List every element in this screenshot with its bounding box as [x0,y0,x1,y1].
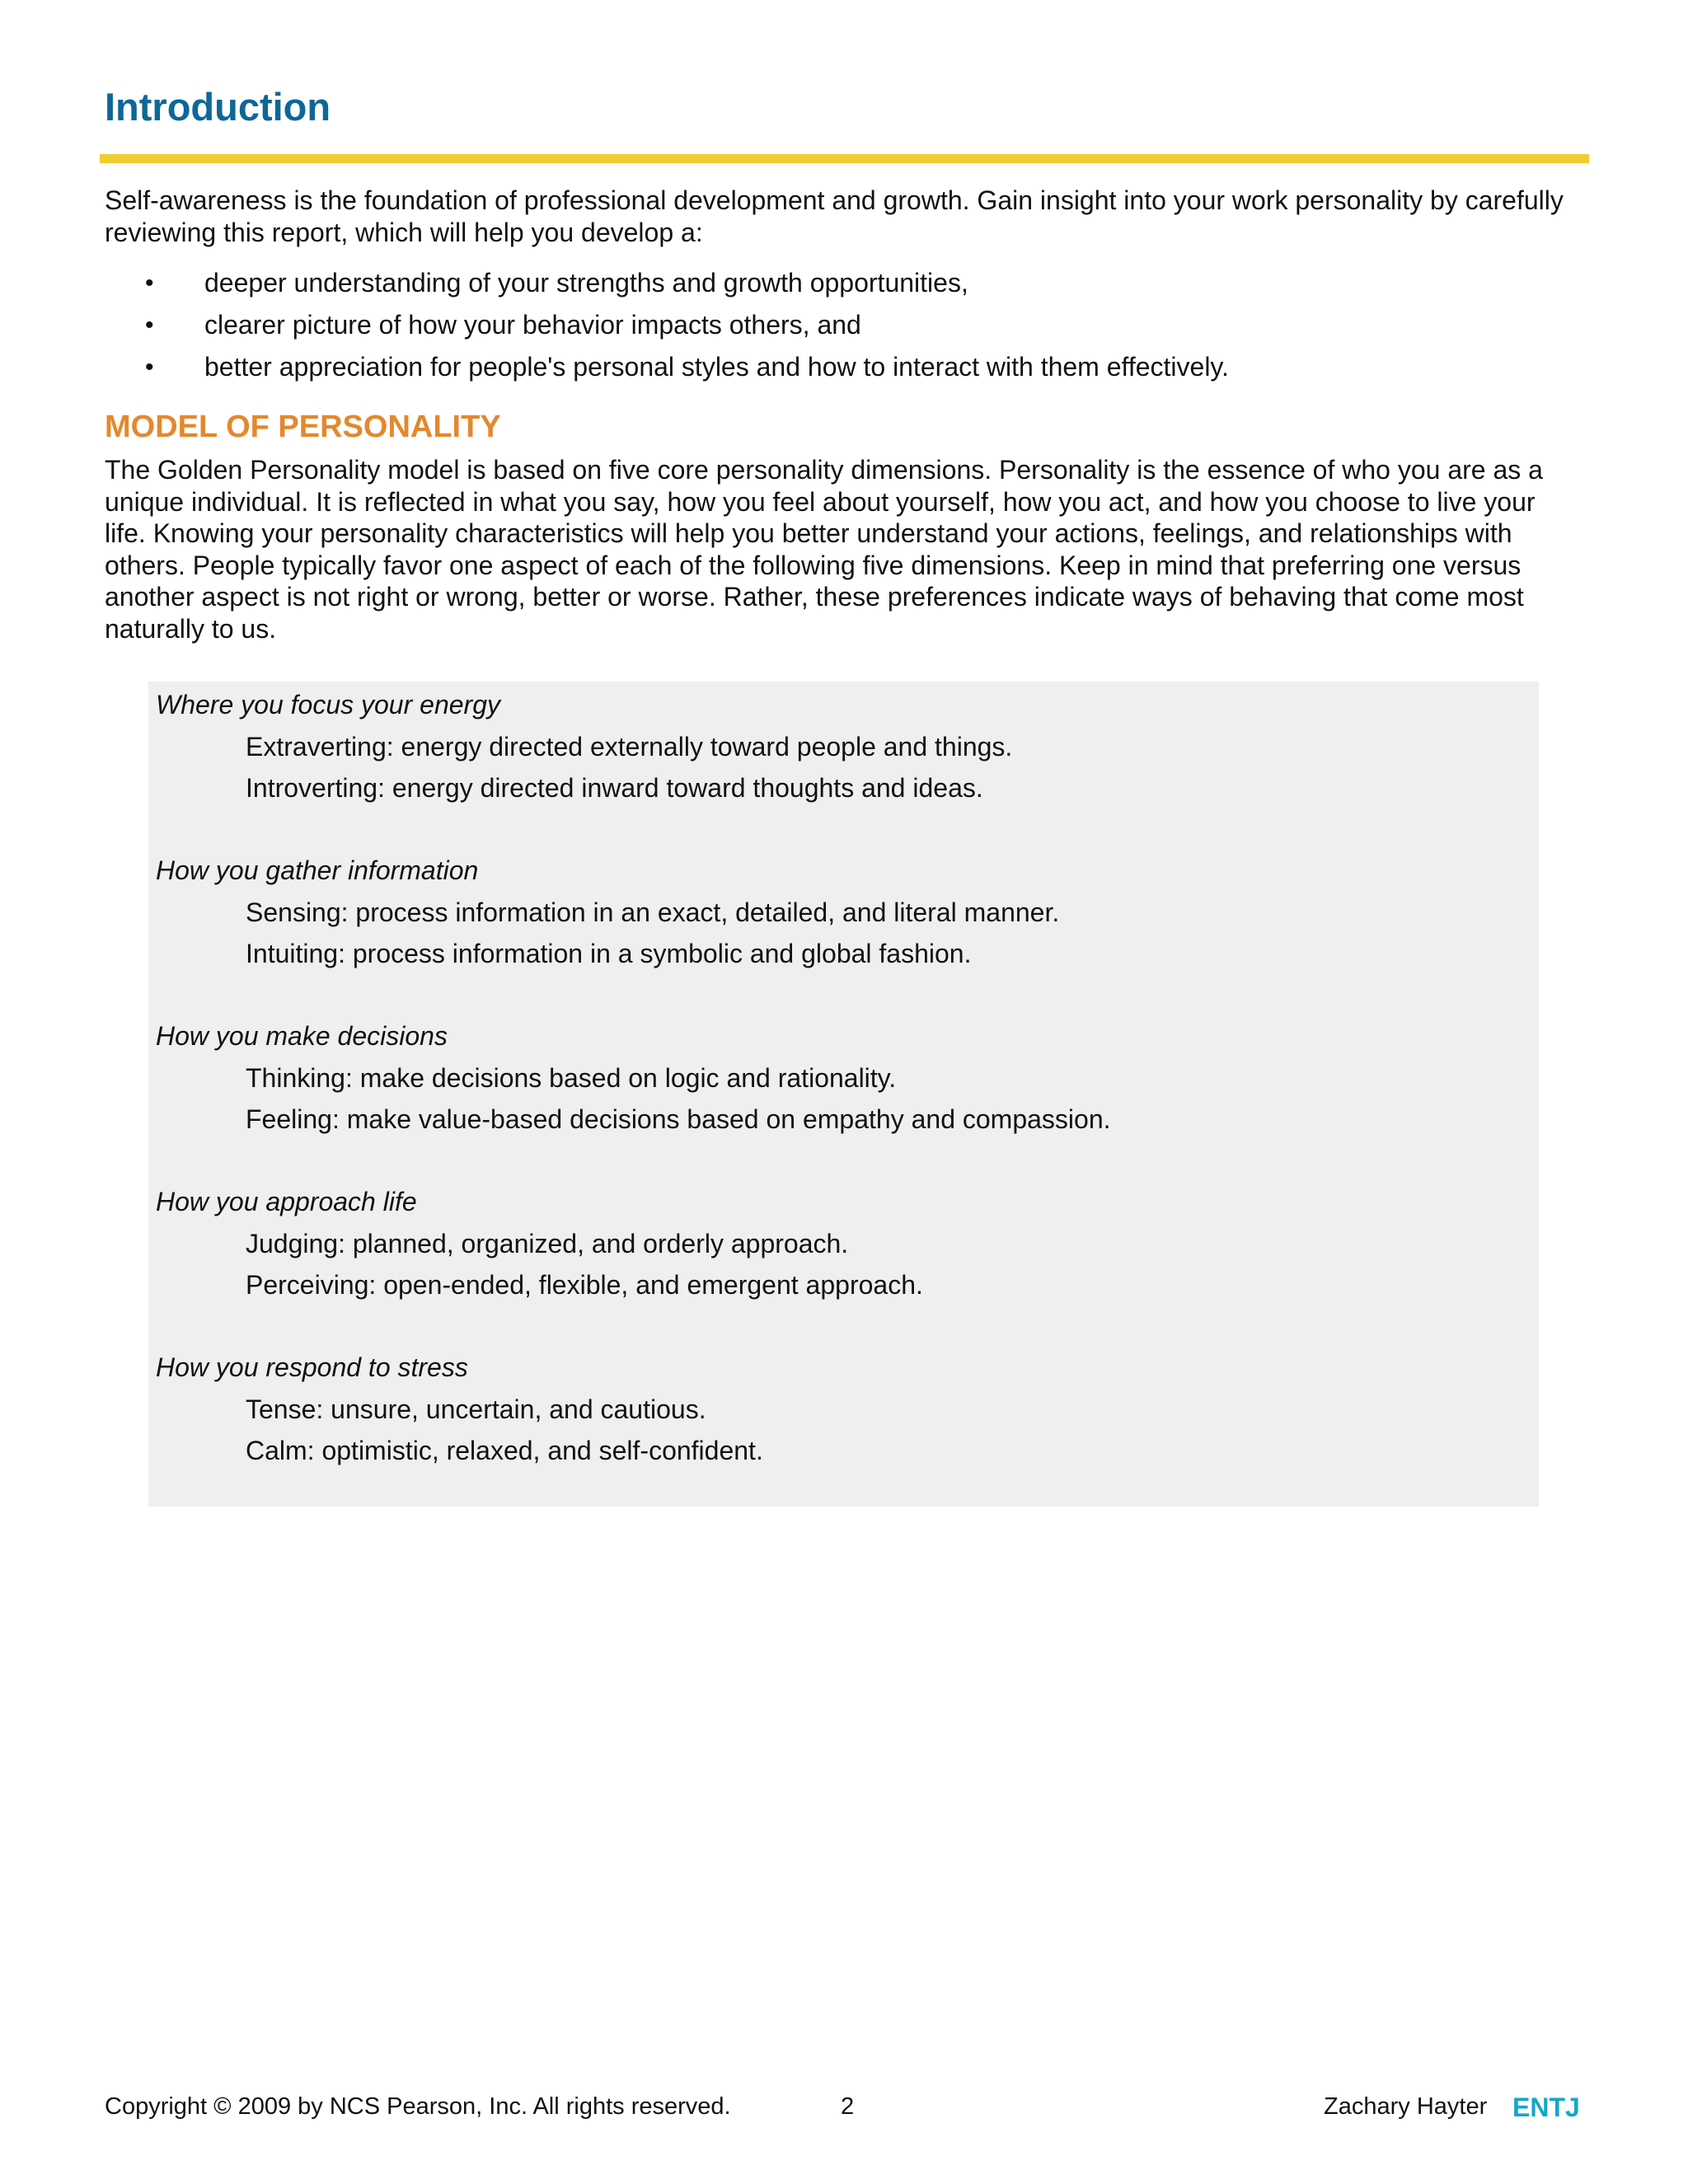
bullet-text: deeper understanding of your strengths and growth opportunities, [204,268,968,298]
page-footer [105,2090,1580,2123]
bullet-text: better appreciation for people's personal styles and how to interact with them effectively. [204,352,1229,382]
dimension-item: Extraverting: energy directed externally toward people and things. [246,732,1013,762]
dimension-item: Intuiting: process information in a symbolic and global fashion. [246,939,972,968]
dimension-group-stress [148,1346,1539,1511]
dimension-heading: How you respond to stress [156,1352,468,1382]
footer-person-name: Zachary Hayter [1324,2093,1488,2120]
dimensions-box [148,682,1539,1507]
title-underline-rule [100,154,1589,163]
dimension-heading: Where you focus your energy [156,690,500,719]
dimension-heading: How you gather information [156,855,479,885]
dimension-item: Judging: planned, organized, and orderly approach. [246,1229,849,1258]
bullet-icon: • [145,312,154,339]
dimension-item: Calm: optimistic, relaxed, and self-confident. [246,1436,763,1465]
list-item [105,262,1580,304]
dimension-heading: How you approach life [156,1187,417,1216]
bullet-icon: • [145,354,154,381]
footer-page-number: 2 [841,2093,855,2120]
list-item [105,304,1580,346]
dimension-item: Thinking: make decisions based on logic and rationality. [246,1063,897,1093]
dimension-group-decisions [148,1015,1539,1180]
dimension-item: Introverting: energy directed inward toward thoughts and ideas. [246,773,983,803]
footer-copyright: Copyright © 2009 by NCS Pearson, Inc. All rights reserved. [105,2093,731,2120]
bullet-text: clearer picture of how your behavior impacts others, and [204,310,861,340]
dimension-item: Perceiving: open-ended, flexible, and emergent approach. [246,1270,923,1300]
intro-paragraph: Self-awareness is the foundation of professional development and growth. Gain insight into your work personality by carefully reviewing this report, which will help you develop a: [105,185,1564,247]
footer-personality-type: ENTJ [1512,2093,1580,2122]
model-section-heading: MODEL OF PERSONALITY [105,410,501,444]
dimension-group-life [148,1180,1539,1346]
dimension-heading: How you make decisions [156,1021,448,1051]
list-item [105,346,1580,388]
page-title: Introduction [105,85,331,129]
model-paragraph: The Golden Personality model is based on five core personality dimensions. Personality is the essence of who you are as a unique individual. It is reflected in what you say, how you feel about yourself, how you act, and how you choose to live your life. Knowing your personality characteristics will help you better understand your actions, feelings, and relationships with others. People typically favor one aspect of each of the following five dimensions. Keep in mind that preferring one versus another aspect is not right or wrong, better or worse. Rather, these preferences indicate ways of behaving that come most naturally to us. [105,455,1543,644]
dimension-group-energy [148,683,1539,849]
dimension-item: Sensing: process information in an exact, detailed, and literal manner. [246,898,1060,927]
dimension-item: Feeling: make value-based decisions based on empathy and compassion. [246,1104,1111,1134]
dimension-item: Tense: unsure, uncertain, and cautious. [246,1394,706,1424]
dimension-group-information [148,849,1539,1015]
bullet-icon: • [145,269,154,297]
intro-bullet-list [105,262,1580,388]
